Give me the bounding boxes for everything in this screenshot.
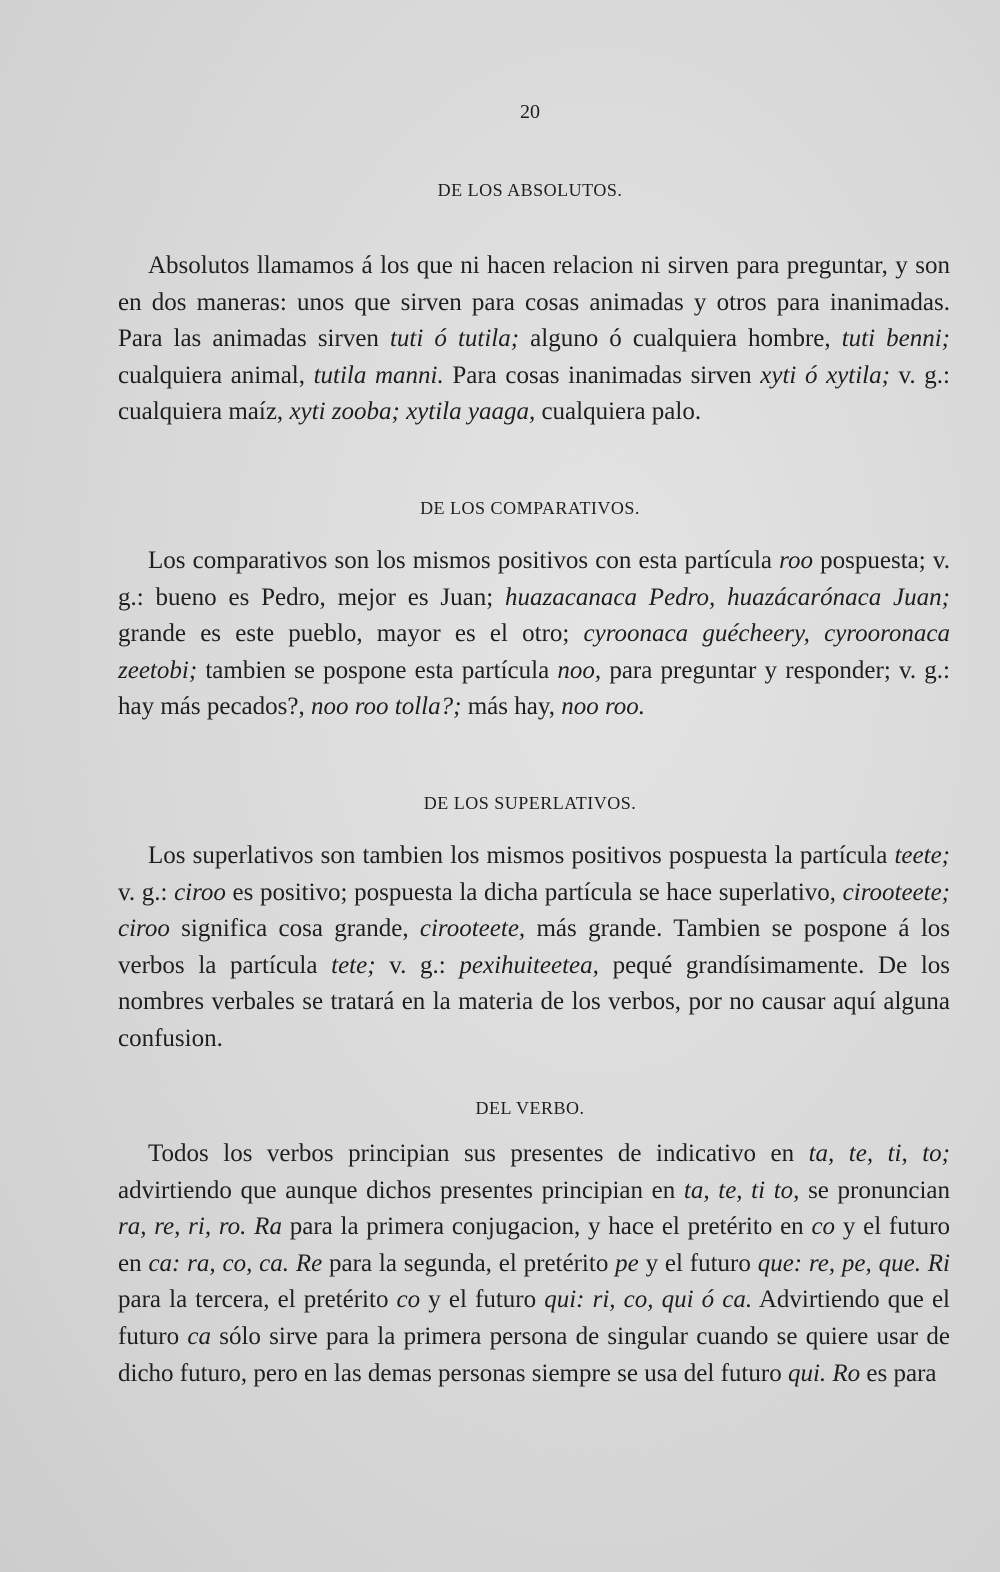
text-run: cualquiera animal, [118,361,314,389]
zapotec-term: teete; [894,842,950,869]
text-run: para preguntar y responder; v. g.: hay más pecados?, [118,656,950,721]
text-run: v. g.: cualquiera maíz, [118,361,950,426]
zapotec-term: noo, [557,656,602,684]
text-run: v. g.: [118,878,175,906]
zapotec-term: ca: ra, co, ca. Re [148,1249,323,1277]
text-run: y el futuro en [118,1213,951,1277]
zapotec-term: cirooteete, [419,915,526,943]
text-run: Advirtiendo que el futuro [118,1286,951,1350]
text-run: Para cosas inanimadas sirven [443,361,761,389]
text-run: Todos los verbos principian sus presentes de indicativo en [148,1140,809,1167]
text-run: Absolutos llamamos á los que ni hacen relacion ni sirven para preguntar, y son en dos maneras: unos que sirven para cosas animadas y otros para inanimadas. Para las animadas sirven [118,252,950,353]
paragraph-verbo [118,1136,950,1392]
zapotec-term: co [396,1286,421,1314]
text-run: pequé grandísimamente. De los nombres verbales se tratará en la materia de los verbos, por no causar aquí alguna confusion. [118,951,950,1052]
paragraph-superlativos [118,838,950,1058]
text-run: para la segunda, el pretérito [322,1249,616,1277]
text-run: y el futuro [638,1249,758,1277]
text-run: para la primera conjugacion, y hace el pretérito en [281,1213,812,1241]
text-run: y el futuro [420,1286,545,1314]
zapotec-term: pe [615,1249,639,1277]
zapotec-term: xyti ó xytila; [760,361,890,389]
zapotec-term: tutila manni. [313,361,444,389]
text-run: se pronuncian [799,1176,950,1204]
text-run: Los superlativos son tambien los mismos positivos pospuesta la partícula [148,842,895,869]
zapotec-term: noo roo. [561,693,646,721]
zapotec-term: cyroonaca guécheery, cyrooronaca zeetobi; [118,620,951,684]
zapotec-term: ciroo [174,878,226,906]
zapotec-term: xyti zooba; xytila yaaga, [289,398,536,426]
text-run: grande es este pueblo, mayor es el otro; [118,620,584,648]
paragraph-absolutos [118,248,950,431]
zapotec-term: qui: ri, co, qui ó ca. [544,1286,753,1314]
zapotec-term: ca [187,1322,211,1350]
text-run: es positivo; pospuesta la dicha partícula se hace superlativo, [225,878,843,906]
zapotec-term: ta, te, ti, to; [808,1140,950,1167]
text-run: cualquiera palo. [535,398,702,426]
zapotec-term: qui. Ro [787,1359,861,1387]
text-run: v. g.: [375,951,460,979]
zapotec-term: ta, te, ti to, [683,1176,800,1204]
zapotec-term: que: re, pe, que. Ri [757,1249,950,1277]
text-run: para la tercera, el pretérito [118,1286,397,1314]
text-run: es para [860,1359,937,1387]
page-number: 20 [520,101,540,123]
section-heading-comparativos: DE LOS COMPARATIVOS. [420,498,640,518]
zapotec-term: pexihuiteetea, [459,951,599,979]
zapotec-term: ra, re, ri, ro. Ra [118,1213,282,1241]
zapotec-term: cirooteete; ciroo [118,878,951,943]
section-heading-superlativos: DE LOS SUPERLATIVOS. [423,793,637,813]
text-run: pospuesta; v. g.: bueno es Pedro, mejor es Juan; [118,547,951,611]
zapotec-term: roo [779,547,813,574]
text-run: advirtiendo que aunque dichos presentes principian en [118,1176,684,1204]
text-run: más hay, [461,693,562,721]
zapotec-term: huazacanaca Pedro, huazácarónaca Juan; [505,583,950,611]
text-run: tambien se pospone esta partícula [197,656,558,684]
zapotec-term: noo roo tolla?; [310,693,462,721]
section-heading-absolutos: DE LOS ABSOLUTOS. [437,180,623,200]
paragraph-comparativos [118,543,950,726]
text-run: más grande. Tambien se pospone á los verbos la partícula [118,915,950,979]
text-run: Los comparativos son los mismos positivos con esta partícula [148,547,780,574]
zapotec-term: co [811,1213,836,1241]
zapotec-term: tete; [331,951,376,979]
text-run: significa cosa grande, [169,915,420,943]
section-heading-verbo: DEL VERBO. [475,1098,585,1118]
text-run: sólo sirve para la primera persona de singular cuando se quiere usar de dicho futuro, pero en las demas personas siempre se usa del futuro [118,1322,950,1387]
zapotec-term: tuti ó tutila; [389,325,520,353]
text-run: alguno ó cualquiera hombre, [519,325,842,353]
zapotec-term: tuti benni; [841,325,950,353]
